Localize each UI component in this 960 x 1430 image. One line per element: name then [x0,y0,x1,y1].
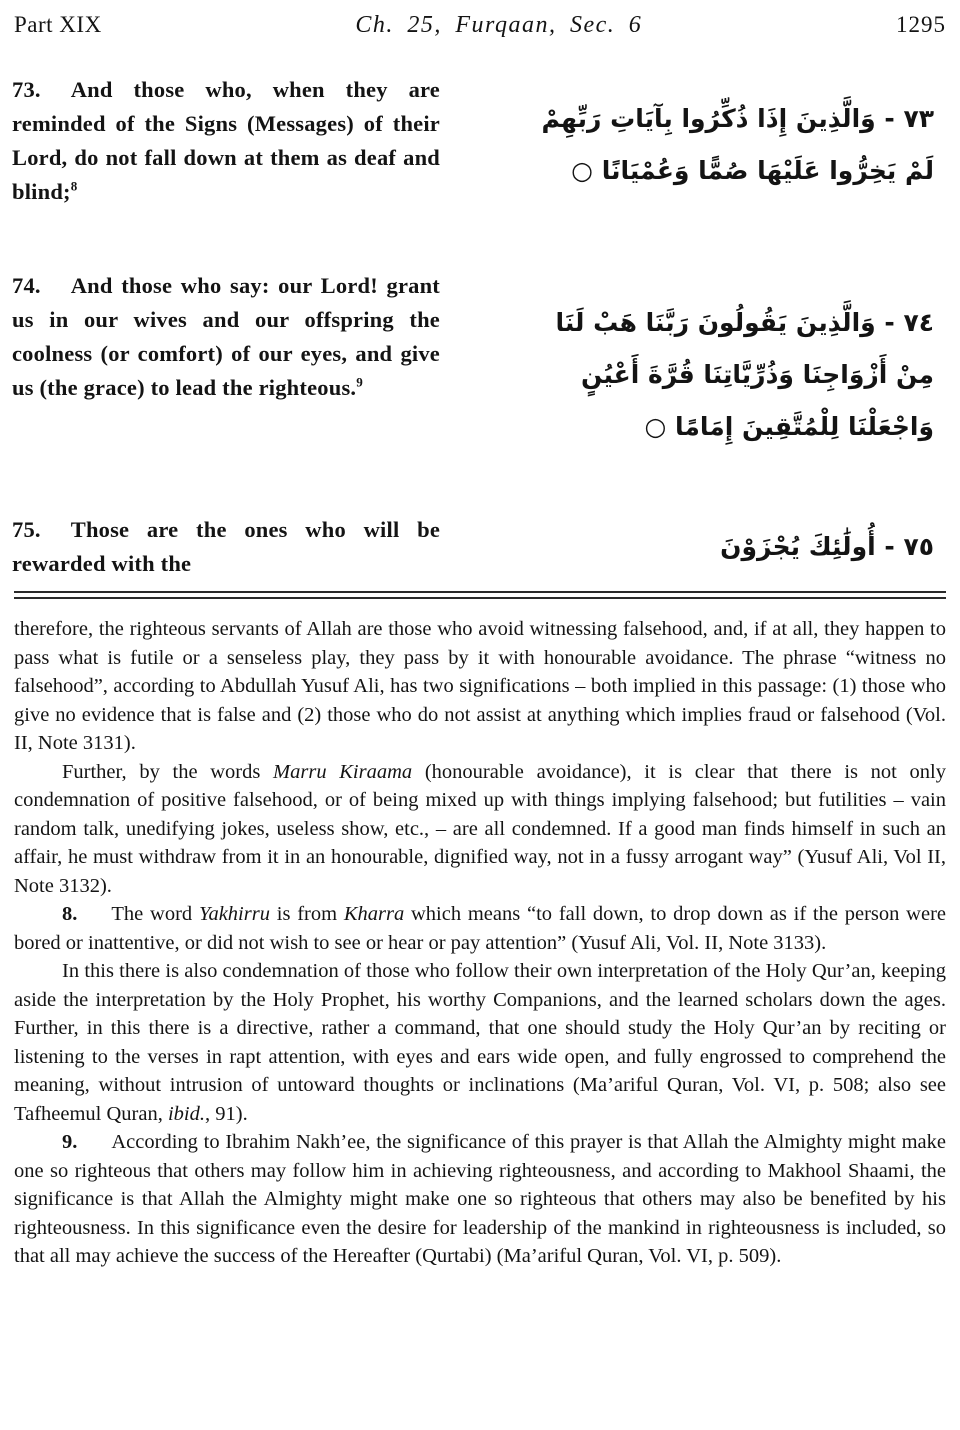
separator-rule [14,591,946,599]
footnote-paragraph [14,1128,946,1271]
footnote-ref: 8 [70,178,78,194]
verse-english-text: 75. Those are the ones who will be rewarded with the [12,517,440,576]
footnote-text-segment: Further, by the words [62,760,274,783]
footnote-text-segment: ibid. [167,1102,205,1125]
verse-arabic-text [440,269,948,453]
verses-section [12,73,948,581]
verse-row [12,73,948,209]
footnote-number: 8. [62,903,78,925]
arabic-line: ٧٥ - أُولَٰئِكَ يُجْزَوْنَ [720,532,934,561]
verse-number: 73. [12,77,41,102]
footnote-paragraph [14,957,946,1128]
verse-arabic-text [440,73,948,209]
arabic-line: وَاجْعَلْنَا لِلْمُتَّقِينَ إِمَامًا ○ [644,412,934,441]
footnote-text-segment: In this there is also condemnation of those who follow their own interpretation of the Holy Qur’an, keeping aside the interpretation by the Holy Prophet, his worthy Companions, and the learned scholars down the ages. Further, in this there is a directive, rather a command, that one should study the Holy Qur’an by reciting or listening to the verses in rapt attention, with eyes and ears wide open, and fully engrossed to comprehend the meaning, without intrusion of untoward thoughts or inclinations (Ma’ariful Quran, Vol. VI, p. 508; also see Tafheemul Quran, [14,960,946,1125]
verse-row [12,269,948,453]
verse-row [12,513,948,581]
footnote-paragraph [14,900,946,957]
verse-number: 74. [12,273,41,298]
footnote-text-segment: Kharra [343,903,405,925]
footnote-text-segment: Yakhirru [198,903,270,925]
arabic-line: مِنْ أَزْوَاجِنَا وَذُرِّيَّاتِنَا قُرَّةَ أَعْيُنٍ [580,360,934,389]
footnote-text-segment: which means “to fall down, to drop down as if the person were bored or inattentive, or did not wish to see or hear or pay attention” (Yusuf Ali, Vol. II, Note 3133). [14,903,946,954]
part-label: Part XIX [14,12,102,37]
verse-english-text: 73. And those who, when they are reminded of the Signs (Messages) of their Lord, do not fall down at them as deaf and blind;$^8$ [12,77,440,204]
footnote-paragraph [14,615,946,758]
footnote-text-segment: (honourable avoidance), it is clear that there is not only condemnation of positive falsehood, or of being mixed up with things implying falsehood; but futilities – vain random talk, unedifying jokes, useless show, etc., – are all condemned. If a good man finds himself in such an affair, he must withdraw from it in an honourable, dignified way, not in a fussy arrogant way” (Yusuf Ali, Vol II, Note 3132). [14,760,947,897]
arabic-line: ٧٣ - وَالَّذِينَ إِذَا ذُكِّرُوا بِآيَاتِ رَبِّهِمْ [541,104,934,133]
arabic-line: لَمْ يَخِرُّوا عَلَيْهَا صُمًّا وَعُمْيَانًا ○ [571,156,934,185]
footnote-text-segment: Marru Kiraama [273,760,413,783]
footnote-paragraph [14,758,946,901]
page-header [12,10,948,39]
verse-number: 75. [12,517,41,542]
footnote-text-segment: therefore, the righteous servants of Allah are those who avoid witnessing falsehood, and, if at all, they happen to pass what is futile or a senseless play, they pass by it with honourable avoidance. The phrase “witness no falsehood”, according to Abdullah Yusuf Ali, has two significations – both implied in this passage: (1) those who give no evidence that is false and (2) those who do not assist at anything which implies fraud or falsehood (Vol. II, Note 3131). [14,618,946,754]
footnote-ref: 9 [356,374,363,390]
footnote-text-segment: , 91). [205,1102,248,1125]
verse-arabic-text [440,513,948,581]
arabic-line: ٧٤ - وَالَّذِينَ يَقُولُونَ رَبَّنَا هَبْ لَنَا [555,308,934,337]
footnote-number: 9. [62,1131,78,1153]
page-number: 1295 [895,12,946,37]
footnote-text-segment: is from [269,903,344,925]
footnote-text-segment: According to Ibrahim Nakh’ee, the significance of this prayer is that Allah the Almighty might make one so righteous that others may follow him in achieving righteousness, and according to Makhool Shaami, the significance is that Allah the Almighty might make one so righteous that others may also be benefited by his righteousness. In this significance even the desire for leadership of the mankind in righteousness is included, so that all may achieve the success of the Hereafter (Qurtabi) (Ma’ariful Quran, Vol. VI, p. 509). [14,1131,946,1267]
footnote-text-segment: The word [111,903,199,925]
footnotes-section [12,615,948,1271]
verse-english-text: 74. And those who say: our Lord! grant us in our wives and our offspring the coolness (or comfort) of our eyes, and give us (the grace) to lead the righteous.$^9$ [12,273,440,400]
chapter-title: Ch. 25, Furqaan, Sec. 6 [355,12,643,38]
